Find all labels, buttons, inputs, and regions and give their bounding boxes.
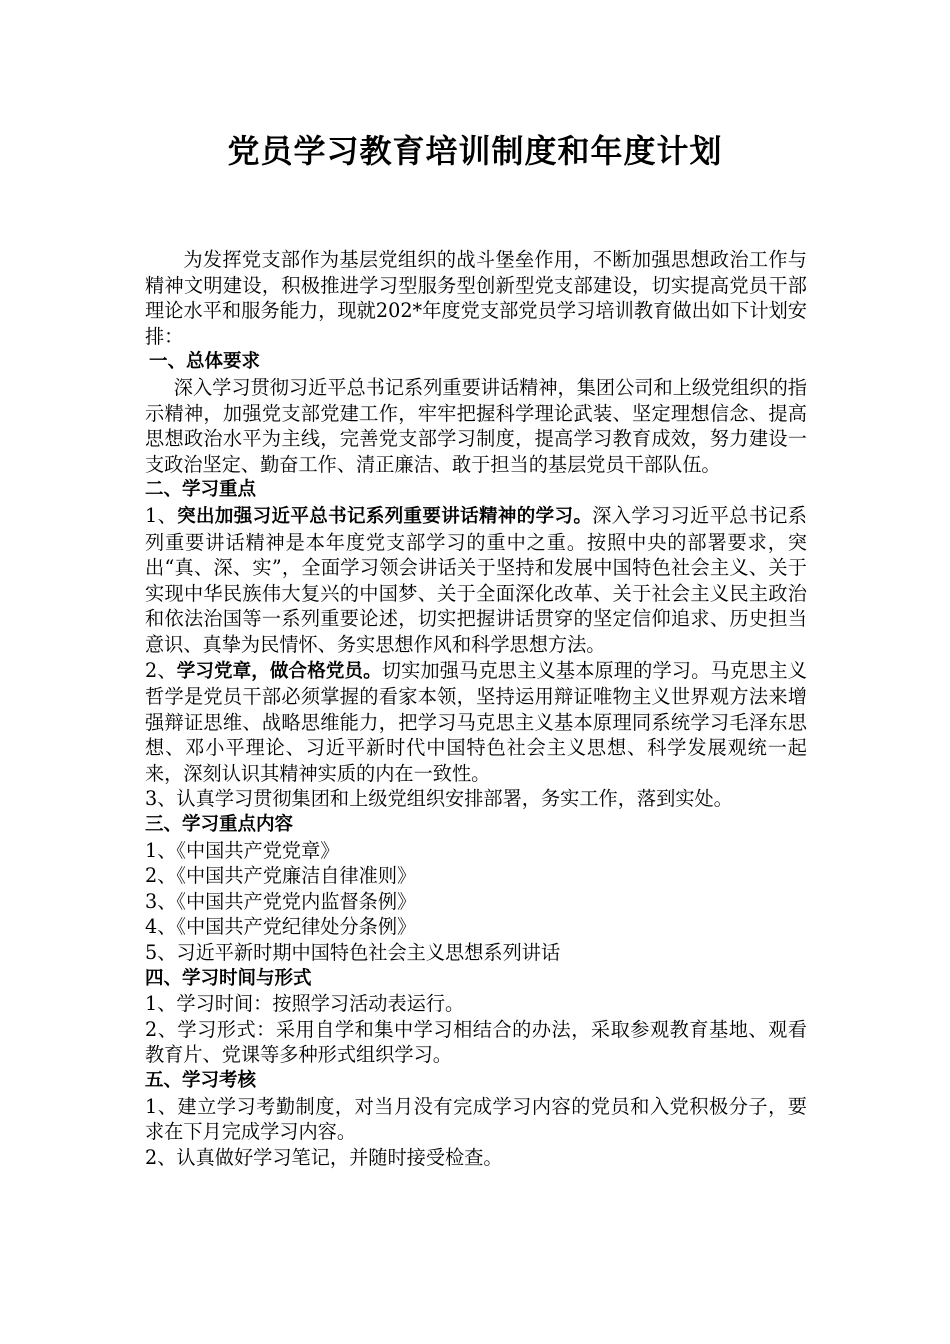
- key-content-item: 1、《中国共产党党章》: [145, 838, 340, 862]
- item-body-text: 深入学习习近平总书记系列重要讲话精神是本年度党支部学习的重中之重。按照中央的部署要求，突出“真、深、实”，全面学习领会讲话关于坚持和发展中国特色社会主义、关于实现中华民族伟大复兴的中国梦、关于全面深化改革、关于社会主义民主政治和依法治国等一系列重要论述，切实把握讲话贯穿的坚定信仰追求、历史担当意识、真挚为民情怀、务实思想作风和科学思想方法。: [145, 503, 807, 656]
- key-content-item: 3、《中国共产党党内监督条例》: [145, 889, 417, 913]
- study-focus-item-3: 3、认真学习贯彻集团和上级党组织安排部署，务实工作，落到实处。: [145, 787, 733, 811]
- key-content-item: 5、习近平新时期中国特色社会主义思想系列讲话: [145, 941, 561, 965]
- item-number: 2、: [145, 658, 177, 682]
- section-heading-assessment: 五、学习考核: [145, 1070, 257, 1091]
- section-heading-study-focus: 二、学习重点: [145, 479, 257, 501]
- document-title: 党员学习教育培训制度和年度计划: [227, 132, 723, 170]
- assessment-item-1: 1、建立学习考勤制度，对当月没有完成学习内容的党员和入党积极分子，要求在下月完成学习内容。: [145, 1094, 807, 1144]
- time-and-form-item-1: 1、学习时间：按照学习活动表运行。: [145, 992, 465, 1016]
- item-body-text: 切实加强马克思主义基本原理的学习。马克思主义哲学是党员干部必须掌握的看家本领，坚持运用辩证唯物主义世界观方法来增强辩证思维、战略思维能力，把学习马克思主义基本原理同系统学习毛泽东思想、邓小平理论、习近平新时代中国特色社会主义思想、科学发展观统一起来，深刻认识其精神实质的内在一致性。: [145, 658, 807, 785]
- item-lead-text: 突出加强习近平总书记系列重要讲话精神的学习。: [177, 505, 593, 527]
- study-focus-item-1: [145, 503, 807, 658]
- overall-requirements-paragraph: 深入学习贯彻习近平总书记系列重要讲话精神，集团公司和上级党组织的指示精神，加强党支部党建工作，牢牢把握科学理论武装、坚定理想信念、提高思想政治水平为主线，完善党支部学习制度，提高学习教育成效，努力建设一支政治坚定、勤奋工作、清正廉洁、敢于担当的基层党员干部队伍。: [145, 375, 807, 476]
- intro-paragraph: 为发挥党支部作为基层党组织的战斗堡垒作用，不断加强思想政治工作与精神文明建设，积极推进学习型服务型创新型党支部建设，切实提高党员干部理论水平和服务能力，现就202*年度党支部党员学习培训教育做出如下计划安排：: [145, 248, 807, 348]
- item-number: 1、: [145, 503, 178, 527]
- key-content-item: 4、《中国共产党纪律处分条例》: [145, 915, 417, 939]
- section-heading-overall-requirements: 一、总体要求: [149, 351, 261, 373]
- time-and-form-item-2: 2、学习形式：采用自学和集中学习相结合的办法，采取参观教育基地、观看教育片、党课等多种形式组织学习。: [145, 1017, 807, 1067]
- section-heading-time-and-form: 四、学习时间与形式: [145, 967, 312, 989]
- section-heading-key-content: 三、学习重点内容: [145, 814, 294, 836]
- item-lead-text: 学习党章，做合格党员。: [176, 660, 382, 682]
- study-focus-item-2: [145, 658, 807, 787]
- assessment-item-2: 2、认真做好学习笔记，并随时接受检查。: [145, 1145, 503, 1169]
- document-body: [145, 247, 807, 1170]
- key-content-item: 2、《中国共产党廉洁自律准则》: [145, 864, 417, 888]
